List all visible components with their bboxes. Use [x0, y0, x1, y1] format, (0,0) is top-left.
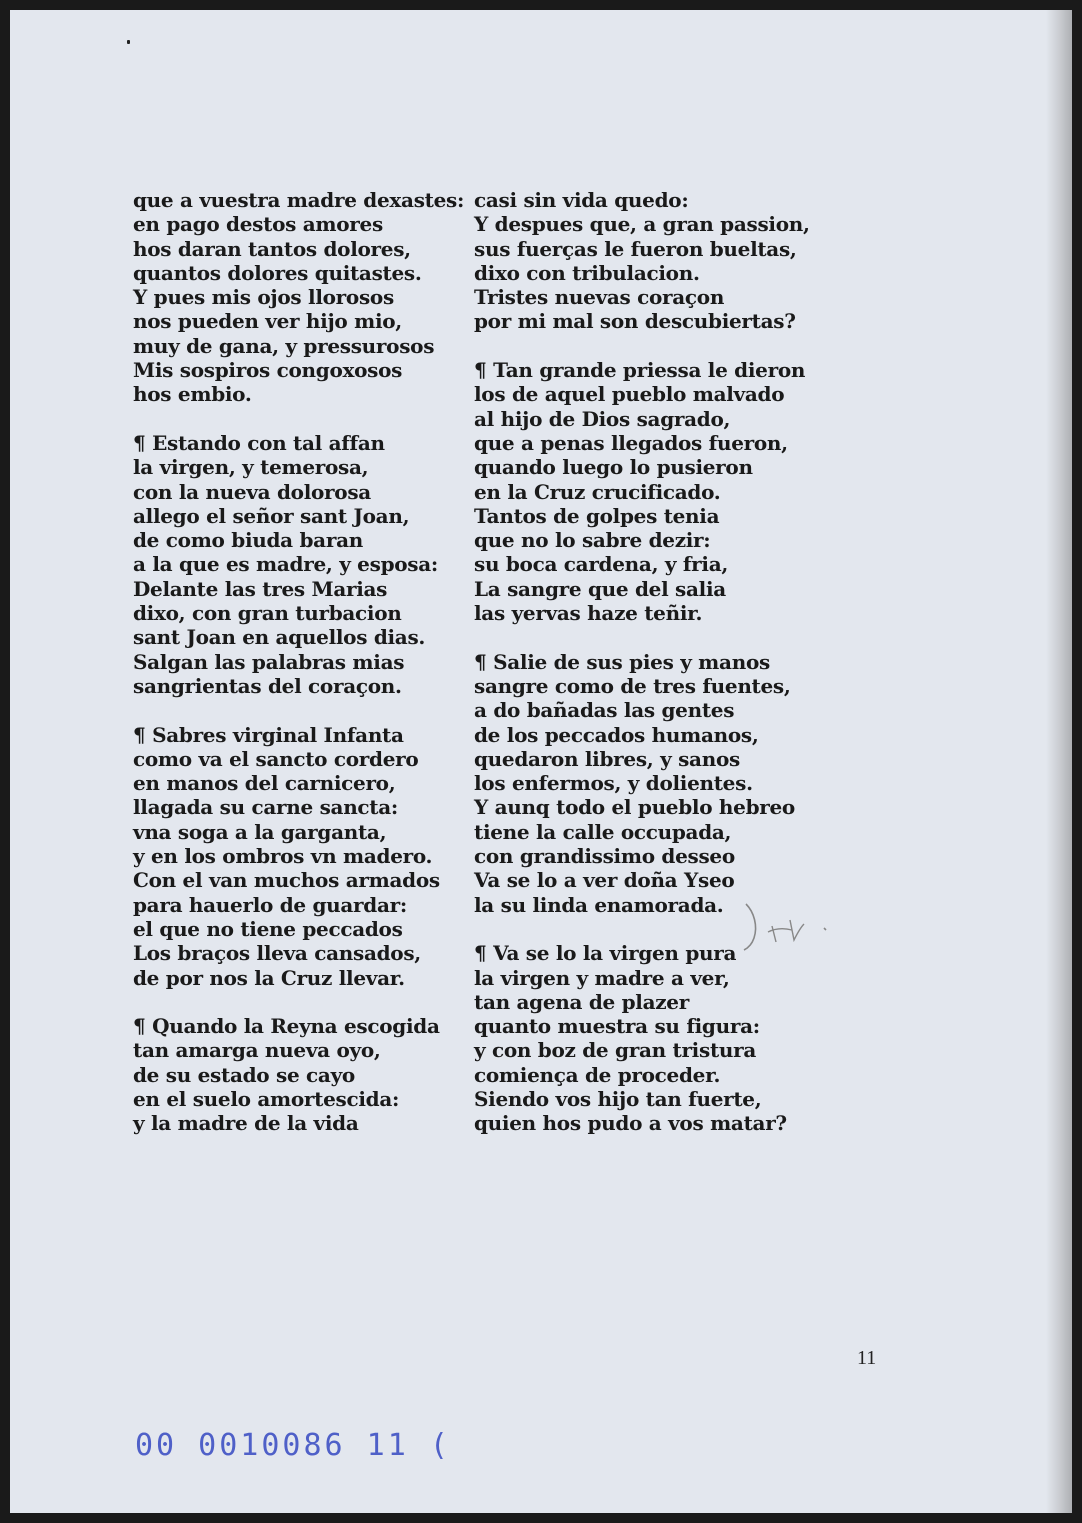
verse-line: quien hos pudo a vos matar?	[474, 1111, 787, 1136]
verse-line: y en los ombros vn madero.	[133, 844, 433, 869]
verse-line: al hijo de Dios sagrado,	[474, 406, 731, 431]
verse-line: los enfermos, y dolientes.	[474, 771, 753, 796]
left-text-column	[133, 188, 473, 1160]
stanza	[474, 941, 819, 1135]
verse-line: en manos del carnicero,	[133, 771, 396, 796]
verse-line: con grandissimo desseo	[474, 844, 735, 869]
verse-line: La sangre que del salia	[474, 576, 726, 601]
verse-line: ¶ Sabres virginal Infanta	[133, 722, 404, 747]
verse-line: el que no tiene peccados	[133, 916, 403, 941]
verse-line: Con el van muchos armados	[133, 868, 440, 893]
verse-line: en la Cruz crucificado.	[474, 479, 721, 504]
stanza	[133, 431, 473, 698]
verse-line: que no lo sabre dezir:	[474, 528, 711, 553]
stanza	[133, 1014, 473, 1135]
verse-line: sangrientas del coraçon.	[133, 673, 402, 698]
page-number: 11	[857, 1347, 877, 1369]
verse-line: de los peccados humanos,	[474, 722, 759, 747]
verse-line: Tantos de golpes tenia	[474, 503, 720, 528]
verse-line: dixo, con gran turbacion	[133, 601, 402, 626]
stanza	[133, 723, 473, 990]
verse-line: por mi mal son descubiertas?	[474, 309, 796, 334]
verse-line: comiença de proceder.	[474, 1062, 721, 1087]
verse-line: a do bañadas las gentes	[474, 698, 735, 723]
verse-line: Va se lo a ver doña Yseo	[474, 868, 735, 893]
stanza	[474, 358, 819, 625]
verse-line: que a vuestra madre dexastes:	[133, 188, 465, 212]
verse-line: Y aunq todo el pueblo hebreo	[474, 795, 795, 820]
stanza	[474, 650, 819, 917]
verse-line: con la nueva dolorosa	[133, 479, 371, 504]
verse-line: hos daran tantos dolores,	[133, 236, 411, 261]
verse-line: tan agena de plazer	[474, 989, 689, 1014]
document-page	[10, 10, 1072, 1513]
verse-line: Y despues que, a gran passion,	[474, 212, 810, 237]
verse-line: casi sin vida quedo:	[474, 188, 689, 212]
verse-line: sus fuerças le fueron bueltas,	[474, 236, 797, 261]
stanza	[133, 188, 473, 407]
archive-stamp: 00 0010086 11 (	[135, 1428, 451, 1463]
verse-line: hos embio.	[133, 382, 252, 407]
verse-line: Mis sospiros congoxosos	[133, 358, 403, 383]
verse-line: nos pueden ver hijo mio,	[133, 309, 402, 334]
page-edge-shadow	[1046, 10, 1072, 1513]
verse-line: como va el sancto cordero	[133, 746, 419, 771]
verse-line: Siendo vos hijo tan fuerte,	[474, 1086, 762, 1111]
verse-line: vna soga a la garganta,	[133, 819, 387, 844]
verse-line: ¶ Va se lo la virgen pura	[474, 941, 737, 966]
verse-line: las yervas haze teñir.	[474, 601, 703, 626]
ink-speck	[127, 40, 130, 44]
verse-line: tan amarga nueva oyo,	[133, 1038, 381, 1063]
verse-line: de como biuda baran	[133, 528, 363, 553]
verse-line: ¶ Estando con tal affan	[133, 430, 385, 455]
verse-line: de por nos la Cruz llevar.	[133, 965, 405, 990]
verse-line: Y pues mis ojos llorosos	[133, 285, 394, 310]
verse-line: los de aquel pueblo malvado	[474, 382, 785, 407]
verse-line: sant Joan en aquellos dias.	[133, 625, 426, 650]
verse-line: dixo con tribulacion.	[474, 260, 700, 285]
verse-line: ¶ Tan grande priessa le dieron	[474, 358, 806, 383]
verse-line: de su estado se cayo	[133, 1062, 355, 1087]
verse-line: quantos dolores quitastes.	[133, 260, 422, 285]
handwritten-annotation	[732, 898, 842, 958]
verse-line: a la que es madre, y esposa:	[133, 552, 438, 577]
verse-line: Tristes nuevas coraçon	[474, 285, 725, 310]
verse-line: Los braços lleva cansados,	[133, 941, 421, 966]
verse-line: que a penas llegados fueron,	[474, 430, 788, 455]
verse-line: sangre como de tres fuentes,	[474, 673, 791, 698]
verse-line: quedaron libres, y sanos	[474, 746, 740, 771]
verse-line: ¶ Salie de sus pies y manos	[474, 649, 770, 674]
stanza	[474, 188, 819, 334]
verse-line: y la madre de la vida	[133, 1111, 359, 1136]
verse-line: la virgen y madre a ver,	[474, 965, 730, 990]
verse-line: quanto muestra su figura:	[474, 1014, 760, 1039]
verse-line: llagada su carne sancta:	[133, 795, 398, 820]
verse-line: tiene la calle occupada,	[474, 819, 732, 844]
verse-line: y con boz de gran tristura	[474, 1038, 757, 1063]
verse-line: en pago destos amores	[133, 212, 383, 237]
right-text-column	[474, 188, 819, 1160]
verse-line: muy de gana, y pressurosos	[133, 333, 435, 358]
verse-line: en el suelo amortescida:	[133, 1086, 400, 1111]
verse-line: ¶ Quando la Reyna escogida	[133, 1014, 440, 1039]
verse-line: Salgan las palabras mias	[133, 649, 405, 674]
verse-line: la su linda enamorada.	[474, 892, 724, 917]
verse-line: la virgen, y temerosa,	[133, 455, 369, 480]
verse-line: su boca cardena, y fria,	[474, 552, 729, 577]
verse-line: quando luego lo pusieron	[474, 455, 753, 480]
verse-line: allego el señor sant Joan,	[133, 503, 410, 528]
verse-line: para hauerlo de guardar:	[133, 892, 407, 917]
verse-line: Delante las tres Marias	[133, 576, 388, 601]
